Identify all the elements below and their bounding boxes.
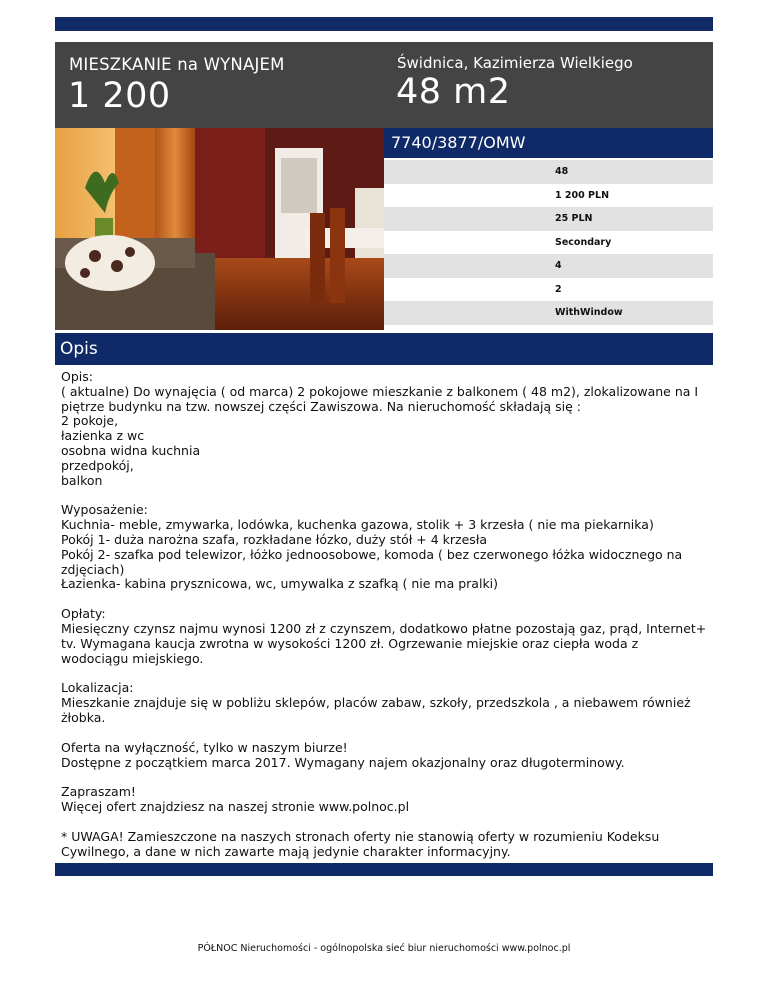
price: 1 200 bbox=[68, 76, 171, 116]
param-row bbox=[384, 160, 713, 184]
param-row bbox=[384, 207, 713, 231]
param-value: 2 bbox=[555, 283, 562, 295]
param-row bbox=[384, 231, 713, 255]
param-value: Secondary bbox=[555, 236, 612, 248]
description-paragraph: Opłaty: Miesięczny czynsz najmu wynosi 1200 zł z czynszem, dodatkowo płatne pozostają gaz, prąd, Internet+ tv. Wymagana kaucja zwrotna w wysokości 1200 zł. Ogrzewanie miejskie oraz ciepła woda z wodociągu miejskiego. bbox=[61, 606, 707, 666]
top-accent-bar bbox=[55, 17, 713, 31]
description-paragraph: Zapraszam! Więcej ofert znajdziesz na naszej stronie www.polnoc.pl bbox=[61, 784, 410, 815]
offer-reference: 7740/3877/OMW bbox=[391, 133, 526, 152]
description bbox=[61, 370, 709, 875]
param-value: 48 bbox=[555, 166, 569, 177]
description-paragraph: Wyposażenie: Kuchnia- meble, zmywarka, lodówka, kuchenka gazowa, stolik + 3 krzesła ( nie ma piekarnika) Pokój 1- duża narożna szafa, rozkładane łózko, duży stół + 4 krzesła Pokój 2- szafka pod telewizor, łóżko jednoosobowe, komoda ( bez czerwonego łóżka widocznego na zdjęciach) Łazienka- kabina prysznicowa, wc, umywalka z szafką ( nie ma pralki) bbox=[61, 502, 683, 592]
param-row bbox=[384, 301, 713, 325]
property-photo bbox=[55, 128, 384, 330]
param-value: 1 200 PLN bbox=[555, 189, 610, 201]
param-value: WithWindow bbox=[555, 307, 623, 318]
description-paragraph: Opis: ( aktualne) Do wynajęcia ( od marca) 2 pokojowe mieszkanie z balkonem ( 48 m2), zlokalizowane na I piętrze budynku na tzw. nowszej części Zawiszowa. Na nieruchomość składają się : 2 pokoje, łazienka z wc osobna widna kuchnia przedpokój, balkon bbox=[61, 369, 699, 488]
offer-type: MIESZKANIE na WYNAJEM bbox=[69, 55, 285, 74]
description-paragraph: Lokalizacja: Mieszkanie znajduje się w pobliżu sklepów, placów zabaw, szkoły, przedszkola , a niebawem również żłobka. bbox=[61, 680, 691, 725]
params-table bbox=[384, 160, 713, 325]
param-row bbox=[384, 184, 713, 208]
description-paragraph: Oferta na wyłączność, tylko w naszym biurze! Dostępne z początkiem marca 2017. Wymagany najem okazjonalny oraz długoterminowy. bbox=[61, 739, 625, 770]
param-value: 4 bbox=[555, 260, 562, 271]
section-header bbox=[55, 333, 713, 365]
bottom-accent-bar bbox=[55, 863, 713, 876]
offer-reference-bar bbox=[384, 128, 713, 158]
listing-header bbox=[55, 42, 713, 128]
footer-text: PÓŁNOC Nieruchomości - ogólnopolska sieć biur nieruchomości www.polnoc.pl bbox=[197, 943, 571, 954]
param-value: 25 PLN bbox=[555, 213, 593, 224]
area: 48 m2 bbox=[396, 72, 511, 112]
location: Świdnica, Kazimierza Wielkiego bbox=[397, 54, 633, 72]
living-room-image bbox=[55, 128, 384, 330]
description-paragraph: * UWAGA! Zamieszczone na naszych stronach oferty nie stanowią oferty w rozumieniu Kodeksu Cywilnego, a dane w nich zawarte mają jedynie charakter informacyjny. bbox=[61, 828, 660, 859]
param-row bbox=[384, 254, 713, 278]
section-title: Opis bbox=[60, 339, 98, 359]
param-row bbox=[384, 278, 713, 302]
